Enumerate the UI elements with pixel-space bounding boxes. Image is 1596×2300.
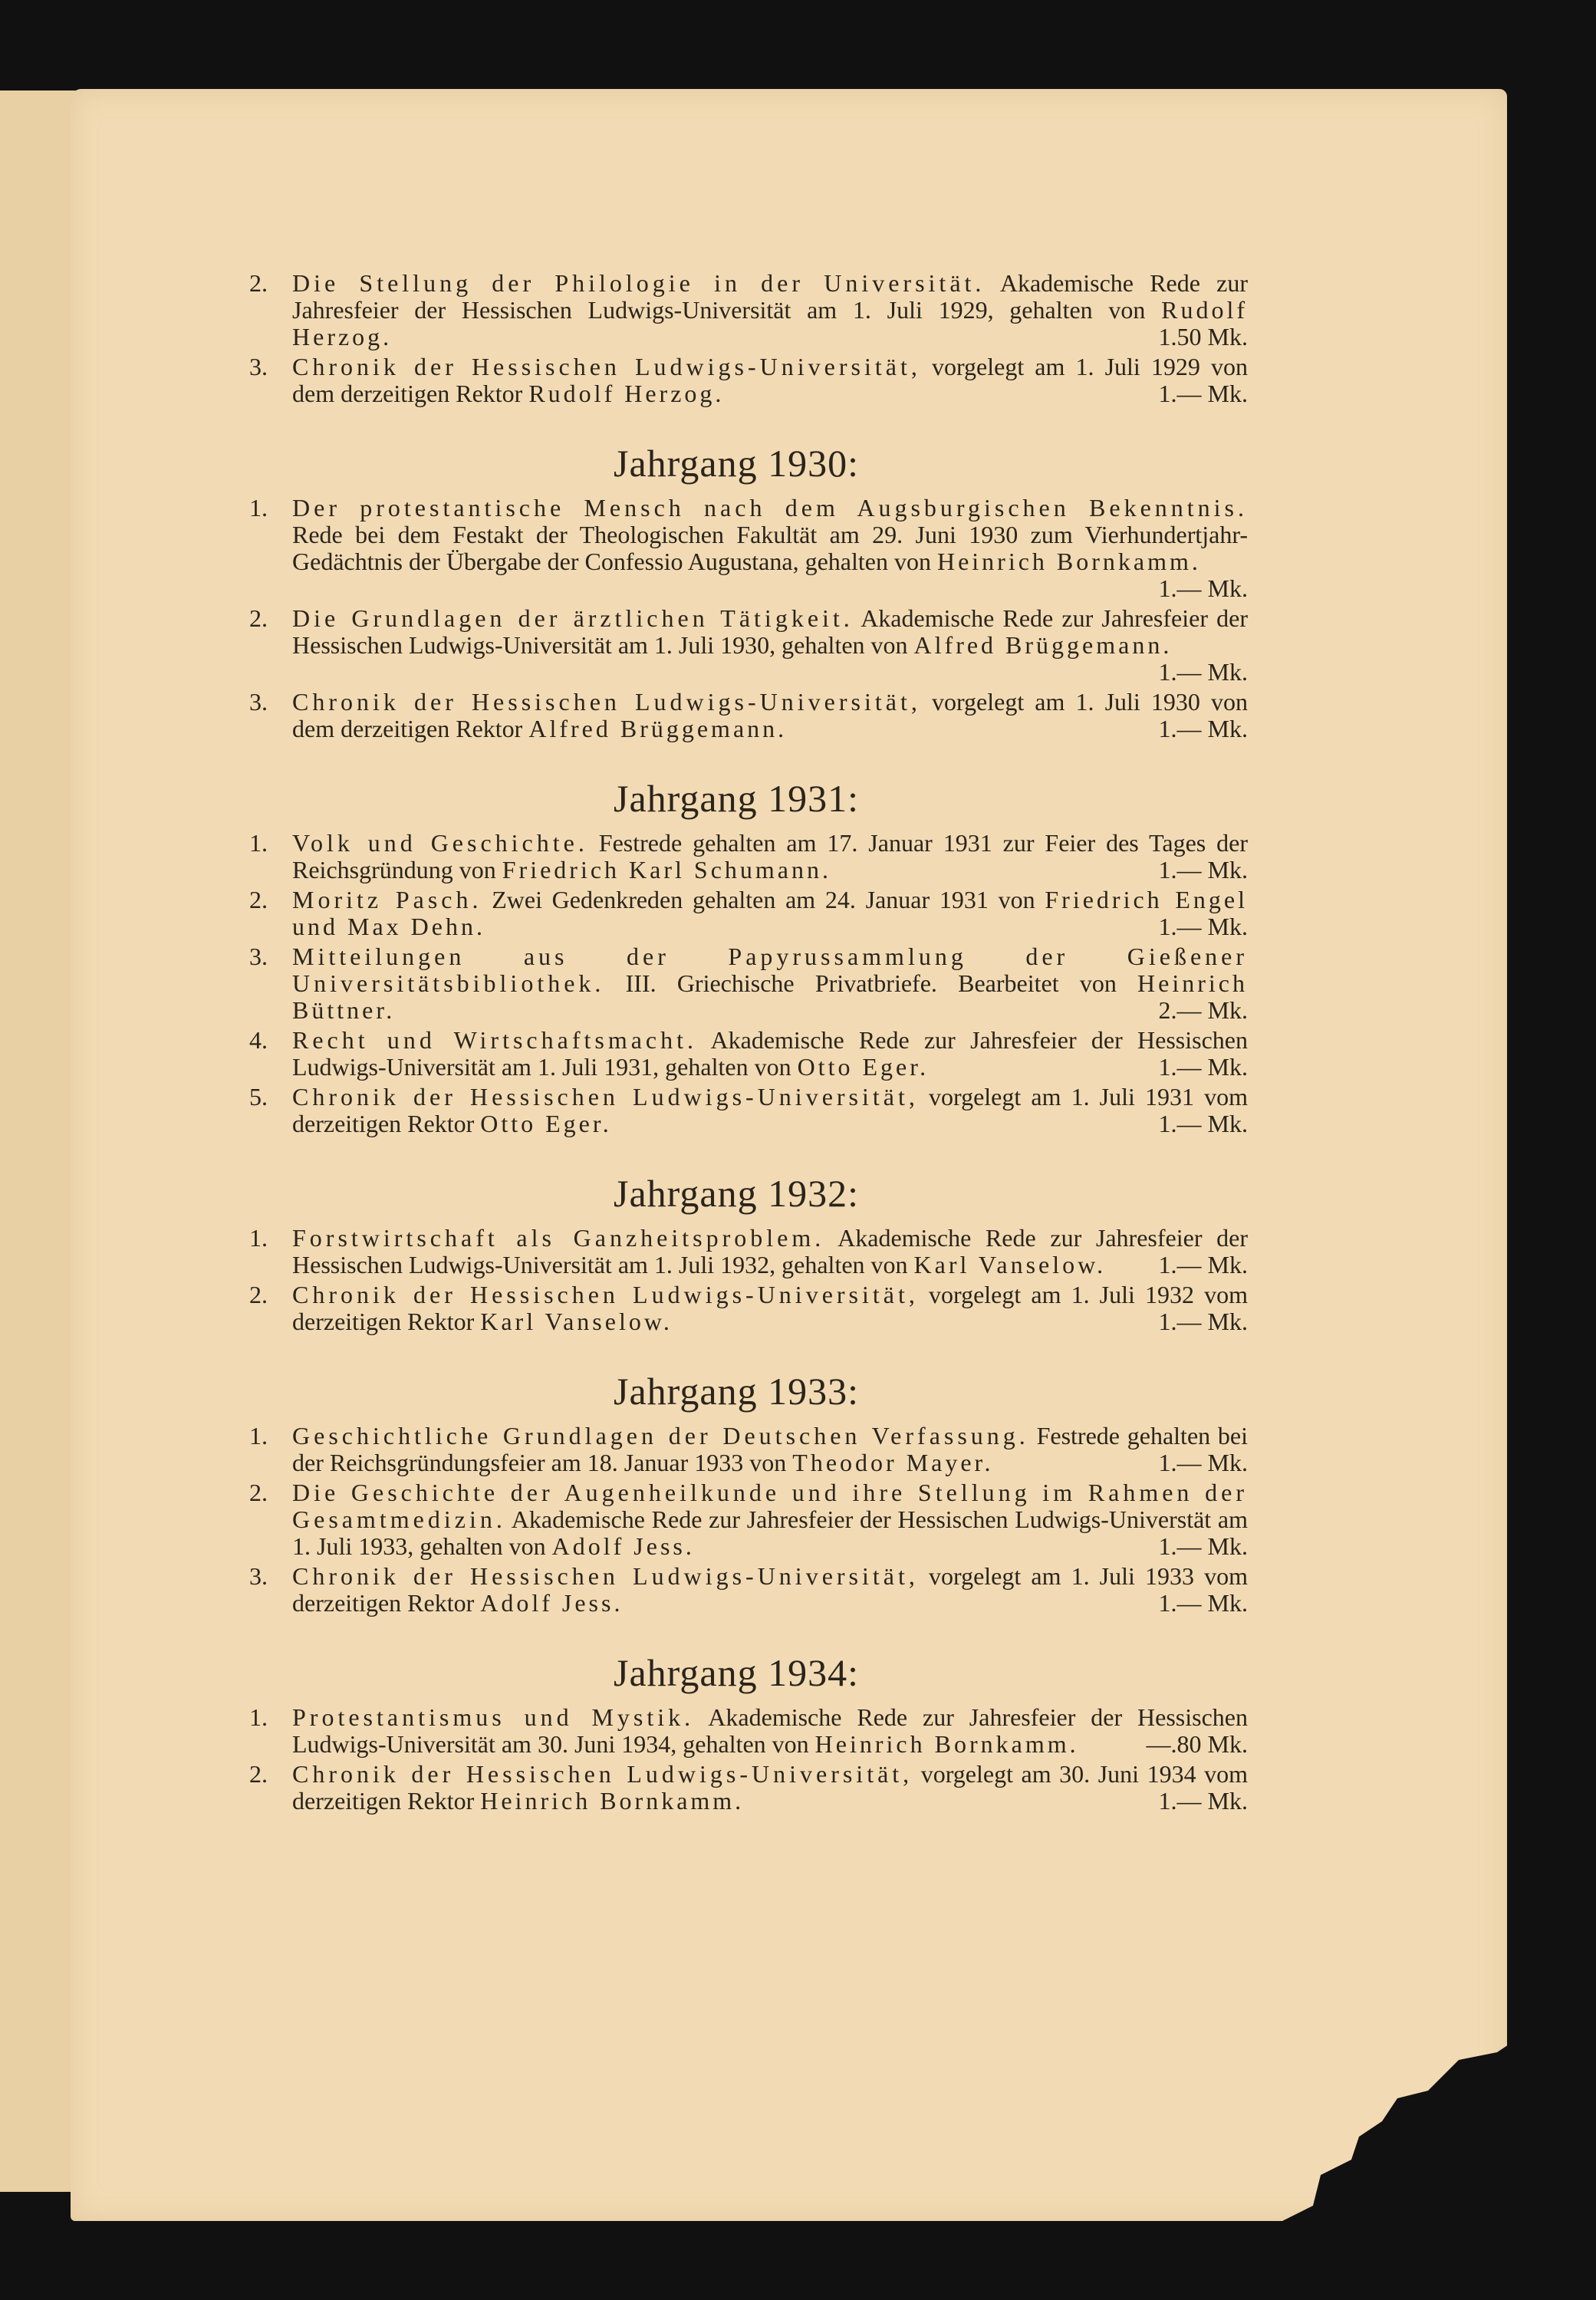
item-price: 1.— Mk. bbox=[1158, 913, 1248, 940]
item-author: Alfred Brüggemann. bbox=[528, 715, 788, 742]
item-description: Festrede gehalten am 17. Januar 1931 zur Feier des Tages der Reichsgründung von bbox=[292, 829, 1249, 883]
item-description: Akademische Rede zur Jahresfeier der Hessischen Ludwigs-Universität am 1. Juli 1931, gehalten von bbox=[292, 1026, 1248, 1081]
item-title: Chronik der Hessischen Ludwigs-Universität, bbox=[292, 1562, 919, 1590]
item-author: Rudolf Herzog. bbox=[528, 380, 725, 407]
item-title: Forstwirtschaft als Ganzheitsproblem. bbox=[292, 1224, 825, 1252]
item-author: Otto Eger. bbox=[480, 1110, 612, 1137]
list-item bbox=[249, 270, 1248, 350]
item-author: Adolf Jess. bbox=[480, 1589, 624, 1617]
item-description: Akademische Rede zur Jahresfeier der Hessischen Ludwigs-Universität am 30. Juni 1934, gehalten von bbox=[292, 1703, 1249, 1758]
item-number: 2. bbox=[249, 1760, 268, 1788]
list-item bbox=[249, 1027, 1248, 1081]
item-number: 1. bbox=[249, 1422, 268, 1449]
year-section bbox=[249, 441, 1248, 742]
year-section bbox=[249, 1171, 1248, 1335]
item-author: Otto Eger. bbox=[797, 1053, 930, 1081]
item-price: —.80 Mk. bbox=[1146, 1730, 1248, 1758]
list-item bbox=[249, 1563, 1248, 1617]
item-author: Theodor Mayer. bbox=[792, 1449, 994, 1476]
item-title: Chronik der Hessischen Ludwigs-Universität, bbox=[292, 353, 921, 380]
item-number: 2. bbox=[249, 1479, 268, 1506]
publication-list bbox=[249, 270, 1248, 1818]
item-description: vorgelegt am 1. Juli 1933 vom derzeitigen Rektor bbox=[292, 1562, 1249, 1617]
year-heading: Jahrgang 1930: bbox=[614, 442, 859, 485]
item-number: 2. bbox=[249, 269, 268, 297]
item-author: Adolf Jess. bbox=[551, 1532, 695, 1560]
item-price: 1.— Mk. bbox=[1158, 1110, 1248, 1137]
section-1929-continued bbox=[249, 270, 1248, 407]
item-description: vorgelegt am 1. Juli 1931 vom derzeitigen Rektor bbox=[292, 1083, 1249, 1137]
list-item bbox=[249, 1225, 1248, 1278]
year-section bbox=[249, 776, 1248, 1137]
item-description: Rede bei dem Festakt der Theologischen Fakultät am 29. Juni 1930 zum Vierhundertjahr-Gedächtnis der Übergabe der Confessio Augustana, gehalten von bbox=[292, 521, 1248, 575]
item-number: 5. bbox=[249, 1083, 268, 1111]
list-item bbox=[249, 1282, 1248, 1335]
item-number: 1. bbox=[249, 1224, 268, 1252]
item-description: vorgelegt am 30. Juni 1934 vom derzeitigen Rektor bbox=[292, 1760, 1249, 1815]
torn-corner bbox=[1267, 1968, 1589, 2229]
item-number: 3. bbox=[249, 688, 268, 716]
list-item bbox=[249, 887, 1248, 940]
list-item bbox=[249, 1479, 1248, 1560]
year-heading: Jahrgang 1931: bbox=[614, 777, 859, 820]
item-author: Heinrich Büttner. bbox=[292, 969, 1248, 1024]
list-item bbox=[249, 689, 1248, 742]
item-author: Alfred Brüggemann. bbox=[913, 631, 1173, 659]
item-title: Die Stellung der Philologie in der Universität. bbox=[292, 269, 986, 297]
item-title: Volk und Geschichte. bbox=[292, 829, 588, 857]
item-title: Recht und Wirtschaftsmacht. bbox=[292, 1026, 697, 1054]
year-section bbox=[249, 1369, 1248, 1617]
list-item bbox=[249, 1084, 1248, 1137]
list-item bbox=[249, 354, 1248, 407]
item-number: 2. bbox=[249, 604, 268, 632]
item-description: vorgelegt am 1. Juli 1929 von dem derzeitigen Rektor bbox=[292, 353, 1248, 407]
item-author: Friedrich Engel und Max Dehn. bbox=[292, 886, 1249, 940]
item-price: 1.— Mk. bbox=[1158, 1589, 1248, 1617]
item-title: Chronik der Hessischen Ludwigs-Universität, bbox=[292, 1281, 919, 1308]
item-title: Chronik der Hessischen Ludwigs-Universität, bbox=[292, 1760, 913, 1788]
item-price: 1.— Mk. bbox=[1158, 1053, 1248, 1081]
list-item bbox=[249, 495, 1248, 602]
item-price: 1.— Mk. bbox=[1158, 856, 1248, 883]
item-description: Akademische Rede zur Jahresfeier der Hessischen Ludwigs-Universität am 1. Juli 1932, gehalten von bbox=[292, 1224, 1249, 1278]
item-title: Chronik der Hessischen Ludwigs-Universität, bbox=[292, 1083, 919, 1111]
item-price: 1.— Mk. bbox=[1158, 1787, 1248, 1815]
list-item bbox=[249, 605, 1248, 686]
item-price: 1.— Mk. bbox=[1158, 658, 1248, 686]
item-number: 3. bbox=[249, 353, 268, 380]
item-price: 1.— Mk. bbox=[1158, 1308, 1248, 1335]
item-title: Moritz Pasch. bbox=[292, 886, 482, 913]
item-price: 1.— Mk. bbox=[1158, 715, 1248, 742]
item-number: 3. bbox=[249, 943, 268, 970]
item-author: Karl Vanselow. bbox=[913, 1251, 1107, 1278]
item-price: 1.— Mk. bbox=[1158, 380, 1248, 407]
item-price: 2.— Mk. bbox=[1158, 996, 1248, 1024]
item-title: Protestantismus und Mystik. bbox=[292, 1703, 695, 1731]
item-number: 1. bbox=[249, 829, 268, 857]
item-author: Heinrich Bornkamm. bbox=[480, 1787, 745, 1815]
item-description: Zwei Gedenkreden gehalten am 24. Januar 1931 von bbox=[482, 886, 1045, 913]
item-number: 3. bbox=[249, 1562, 268, 1590]
year-heading: Jahrgang 1934: bbox=[614, 1651, 859, 1694]
list-item bbox=[249, 1423, 1248, 1476]
item-title: Mitteilungen aus der Papyrussammlung der Gießener Universitätsbibliothek. bbox=[292, 943, 1248, 997]
item-title: Geschichtliche Grundlagen der Deutschen Verfassung. bbox=[292, 1422, 1029, 1449]
item-price: 1.50 Mk. bbox=[1158, 323, 1248, 350]
year-heading: Jahrgang 1932: bbox=[614, 1172, 859, 1215]
item-author: Rudolf Herzog. bbox=[292, 296, 1248, 350]
year-section bbox=[249, 1650, 1248, 1815]
item-title: Die Grundlagen der ärztlichen Tätigkeit. bbox=[292, 604, 854, 632]
item-description: Akademische Rede zur Jahresfeier der Hessischen Ludwigs-Universtät am 1. Juli 1933, gehalten von bbox=[292, 1505, 1248, 1560]
item-title: Der protestantische Mensch nach dem Augsburgischen Bekenntnis. bbox=[292, 494, 1248, 522]
item-description: vorgelegt am 1. Juli 1930 von dem derzeitigen Rektor bbox=[292, 688, 1248, 742]
item-price: 1.— Mk. bbox=[1158, 1251, 1248, 1278]
item-description: vorgelegt am 1. Juli 1932 vom derzeitigen Rektor bbox=[292, 1281, 1249, 1335]
year-heading: Jahrgang 1933: bbox=[614, 1370, 859, 1413]
item-price: 1.— Mk. bbox=[1158, 1532, 1248, 1560]
list-item bbox=[249, 830, 1248, 883]
item-number: 1. bbox=[249, 494, 268, 522]
item-description: Festrede gehalten bei der Reichsgründungsfeier am 18. Januar 1933 von bbox=[292, 1422, 1249, 1476]
item-number: 2. bbox=[249, 886, 268, 913]
item-price: 1.— Mk. bbox=[1158, 1449, 1248, 1476]
item-title: Die Geschichte der Augenheilkunde und ihre Stellung im Rahmen der Gesamtmedizin. bbox=[292, 1479, 1248, 1533]
item-description: Akademische Rede zur Jahresfeier der Hessischen Ludwigs-Universität am 1. Juli 1929, gehalten von bbox=[292, 269, 1249, 324]
list-item bbox=[249, 1761, 1248, 1815]
item-number: 2. bbox=[249, 1281, 268, 1308]
item-description: III. Griechische Privatbriefe. Bearbeitet von bbox=[604, 969, 1138, 997]
item-author: Friedrich Karl Schumann. bbox=[502, 856, 831, 883]
list-item bbox=[249, 1704, 1248, 1758]
item-description: Akademische Rede zur Jahresfeier der Hessischen Ludwigs-Universität am 1. Juli 1930, gehalten von bbox=[292, 604, 1249, 659]
item-title: Chronik der Hessischen Ludwigs-Universität, bbox=[292, 688, 921, 716]
item-author: Heinrich Bornkamm. bbox=[814, 1730, 1079, 1758]
item-number: 4. bbox=[249, 1026, 268, 1054]
item-number: 1. bbox=[249, 1703, 268, 1731]
item-author: Heinrich Bornkamm. bbox=[936, 548, 1201, 575]
item-price: 1.— Mk. bbox=[1158, 574, 1248, 602]
item-author: Karl Vanselow. bbox=[480, 1308, 673, 1335]
list-item bbox=[249, 943, 1248, 1024]
